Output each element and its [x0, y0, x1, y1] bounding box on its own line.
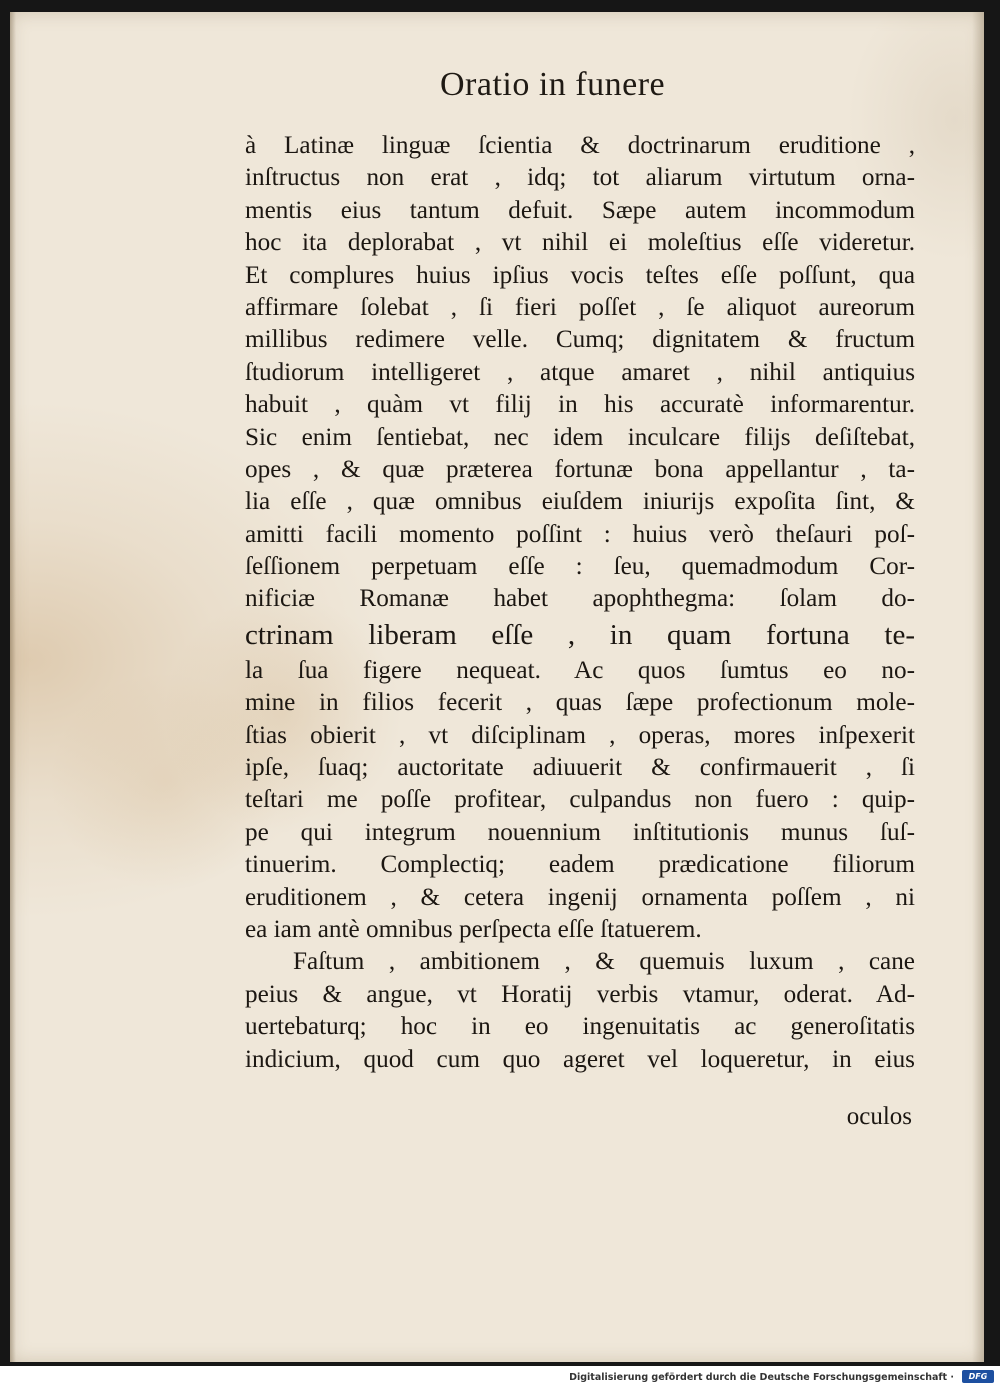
text-line: peius & angue, vt Horatij verbis vtamur, oderat. Ad-: [245, 980, 915, 1008]
text-line: habuit , quàm vt filij in his accuratè informarentur.: [245, 391, 915, 419]
text-line: pe qui integrum nouennium inſtitutionis munus ſuſ-: [245, 818, 915, 846]
page-edge: [972, 12, 984, 1362]
text-line: millibus redimere velle. Cumq; dignitatem & fructum: [245, 326, 915, 354]
text-line: hoc ita deplorabat , vt nihil ei moleſtius eſſe videretur.: [245, 229, 915, 257]
text-line: mentis eius tantum defuit. Sæpe autem incommodum: [245, 196, 915, 224]
text-line: ſtudiorum intelligeret , atque amaret , nihil antiquius: [245, 358, 915, 386]
body-text: [245, 130, 915, 1076]
text-line: Faſtum , ambitionem , & quemuis luxum , cane: [293, 948, 915, 976]
text-line: la ſua figere nequeat. Ac quos ſumtus eo no-: [245, 656, 915, 684]
text-line: Et complures huius ipſius vocis teſtes eſſe poſſunt, qua: [245, 261, 915, 289]
text-line: opes , & quæ præterea fortunæ bona appellantur , ta-: [245, 455, 915, 483]
dfg-logo: DFG: [962, 1370, 994, 1383]
text-line: tinuerim. Complectiq; eadem prædicatione filiorum: [245, 851, 915, 879]
page-fold-shadow: [10, 12, 16, 1362]
text-line: Sic enim ſentiebat, nec idem inculcare filijs deſiſtebat,: [245, 423, 915, 451]
text-line: affirmare ſolebat , ſi fieri poſſet , ſe aliquot aureorum: [245, 293, 915, 321]
text-line: mine in filios fecerit , quas ſæpe profectionum mole-: [245, 689, 915, 717]
text-line: teſtari me poſſe profitear, culpandus non fuero : quip-: [245, 786, 915, 814]
text-line: eruditionem , & cetera ingenij ornamenta poſſem , ni: [245, 883, 915, 911]
text-line: ctrinam liberam eſſe , in quam fortuna te-: [245, 618, 915, 651]
text-line: ea iam antè omnibus perſpecta eſſe ſtatuerem.: [245, 915, 702, 943]
text-line: ſeſſionem perpetuam eſſe : ſeu, quemadmodum Cor-: [245, 553, 915, 581]
funding-credit: Digitalisierung gefördert durch die Deutsche Forschungsgemeinschaft ·: [569, 1372, 954, 1383]
footer-bar: [0, 1366, 1000, 1389]
text-line: indicium, quod cum quo ageret vel loqueretur, in eius: [245, 1045, 915, 1073]
text-line: inſtructus non erat , idq; tot aliarum virtutum orna-: [245, 164, 915, 192]
running-head: Oratio in funere: [440, 66, 666, 103]
text-line: ipſe, ſuaq; auctoritate adiuuerit & confirmauerit , ſi: [245, 754, 915, 782]
text-line: nificiæ Romanæ habet apophthegma: ſolam do-: [245, 585, 915, 613]
text-line: amitti facili momento poſſint : huius verò theſauri poſ-: [245, 520, 915, 548]
catchword: oculos: [846, 1103, 912, 1130]
text-line: lia eſſe , quæ omnibus eiuſdem iniurijs expoſita ſint, &: [245, 488, 915, 516]
text-line: uertebaturq; hoc in eo ingenuitatis ac generoſitatis: [245, 1013, 915, 1041]
text-line: à Latinæ linguæ ſcientia & doctrinarum eruditione ,: [245, 132, 915, 159]
text-line: ſtias obierit , vt diſciplinam , operas, mores inſpexerit: [245, 721, 915, 749]
